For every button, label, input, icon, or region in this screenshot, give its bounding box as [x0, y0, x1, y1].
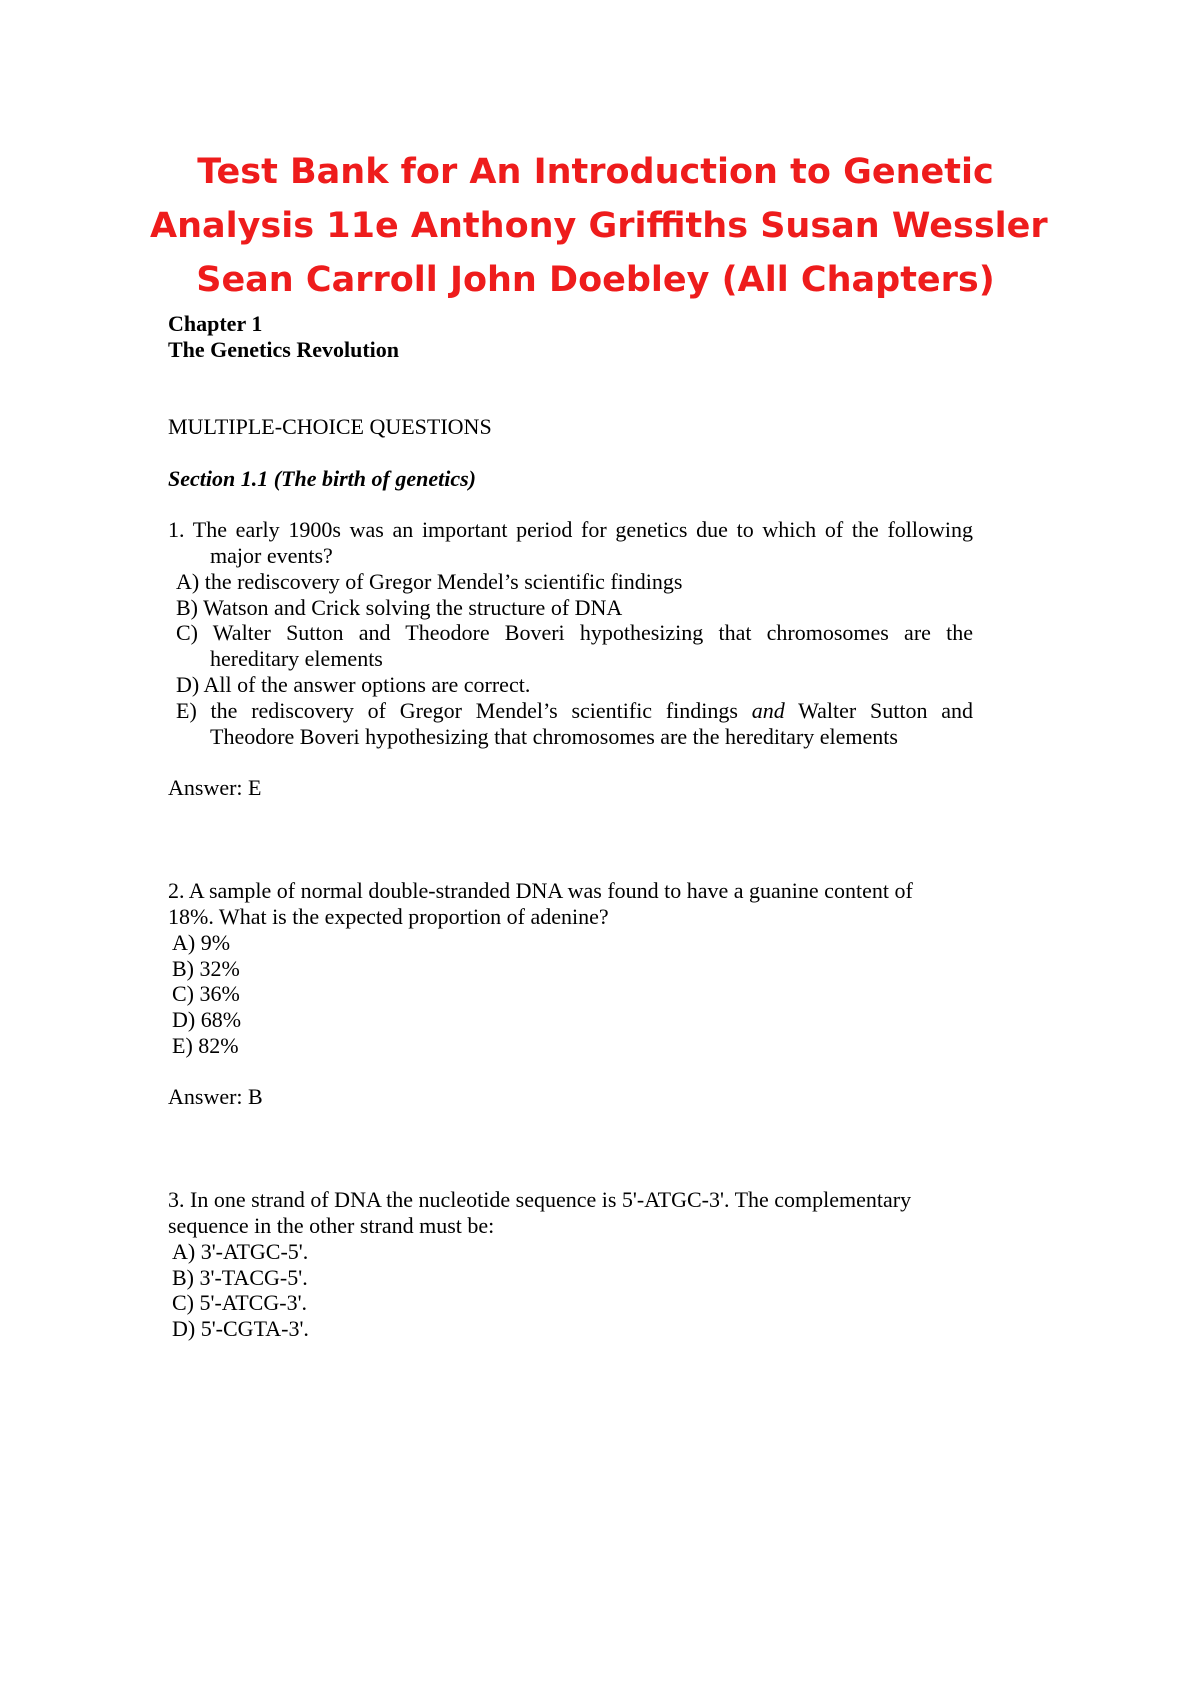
question-2-option-a: A) 9%: [172, 930, 231, 955]
document-title: [150, 145, 1048, 307]
question-2-option-d: D) 68%: [172, 1007, 242, 1032]
question-1-option-b: B) Watson and Crick solving the structure of DNA: [176, 595, 623, 620]
section-title: Section 1.1 (The birth of genetics): [168, 466, 476, 491]
question-1-answer: Answer: E: [168, 775, 262, 800]
question-3-option-b: B) 3'-TACG-5'.: [172, 1265, 308, 1290]
question-2-stem-line-2: 18%. What is the expected proportion of adenine?: [168, 904, 609, 929]
question-2-answer: Answer: B: [168, 1084, 263, 1109]
title-line-1: Test Bank for An Introduction to Genetic: [197, 152, 994, 192]
question-3-option-c: C) 5'-ATCG-3'.: [172, 1290, 308, 1315]
chapter-name: The Genetics Revolution: [168, 337, 399, 362]
question-2-option-e: E) 82%: [172, 1033, 239, 1058]
question-1-option-c-line-2: hereditary elements: [210, 646, 383, 671]
question-1-stem-line-1: 1. The early 1900s was an important period for genetics due to which of the following: [168, 517, 973, 542]
question-1-option-e-line-1: E) the rediscovery of Gregor Mendel’s scientific findings and Walter Sutton and: [176, 698, 973, 723]
question-2-option-c: C) 36%: [172, 981, 240, 1006]
question-1-option-e-line-2: Theodore Boveri hypothesizing that chromosomes are the hereditary elements: [210, 724, 898, 749]
chapter-number: Chapter 1: [168, 311, 263, 336]
question-1-option-c-line-1: C) Walter Sutton and Theodore Boveri hypothesizing that chromosomes are the: [176, 620, 973, 645]
question-1-stem-line-2: major events?: [210, 543, 333, 568]
question-1-option-d: D) All of the answer options are correct.: [176, 672, 531, 697]
emphasis-and: and: [751, 698, 785, 723]
section-heading: MULTIPLE-CHOICE QUESTIONS: [168, 414, 492, 439]
title-line-2: Analysis 11e Anthony Griffiths Susan Wessler: [150, 206, 1048, 246]
question-3-option-a: A) 3'-ATGC-5'.: [172, 1239, 309, 1264]
question-2-option-b: B) 32%: [172, 956, 240, 981]
title-line-3: Sean Carroll John Doebley (All Chapters): [196, 260, 995, 300]
question-1-option-a: A) the rediscovery of Gregor Mendel’s scientific findings: [176, 569, 683, 594]
question-3-option-d: D) 5'-CGTA-3'.: [172, 1316, 309, 1341]
question-3-stem-line-2: sequence in the other strand must be:: [168, 1213, 495, 1238]
question-2-stem-line-1: 2. A sample of normal double-stranded DNA was found to have a guanine content of: [168, 878, 913, 903]
question-3-stem-line-1: 3. In one strand of DNA the nucleotide sequence is 5'-ATGC-3'. The complementary: [168, 1187, 912, 1212]
